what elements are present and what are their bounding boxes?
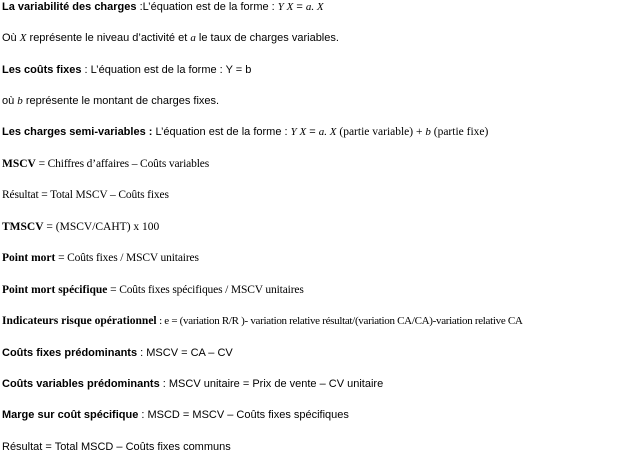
math: a <box>190 32 196 44</box>
text: représente le montant de charges fixes. <box>22 95 220 107</box>
heading-mscv: MSCV <box>2 158 36 170</box>
text: : e = (variation R/R )- variation relative résultat/(variation CA/CA)-variation relative CA <box>156 315 523 327</box>
line-tmscv <box>2 220 159 234</box>
heading-point-mort: Point mort <box>2 252 56 264</box>
math: Y X <box>290 126 307 138</box>
line-resultat-mscd <box>2 440 231 454</box>
text: = Coûts fixes spécifiques / MSCV unitaires <box>107 284 304 296</box>
line-couts-variables-predominants <box>2 377 383 391</box>
text: : MSCV unitaire = Prix de vente – CV unitaire <box>159 378 384 390</box>
line-indicateurs <box>2 314 523 328</box>
text: : MSCV = CA – CV <box>137 347 233 359</box>
line-resultat-mscv <box>2 188 169 202</box>
line-variabilite <box>2 0 324 14</box>
text: (partie variable) + <box>336 126 426 138</box>
heading-marge-cout-specifique: Marge sur coût spécifique <box>2 409 139 421</box>
text: :L’équation est de la forme : <box>136 1 278 13</box>
line-couts-fixes <box>2 63 251 77</box>
line-ou-b <box>2 94 219 108</box>
heading-point-mort-specifique: Point mort spécifique <box>2 284 108 296</box>
math: b <box>425 126 431 138</box>
line-ou-x <box>2 31 339 45</box>
text: où <box>2 95 18 107</box>
heading-couts-fixes: Les coûts fixes <box>2 64 82 76</box>
text: = <box>306 126 319 138</box>
math: Y X <box>277 1 294 13</box>
heading-couts-variables-predominants: Coûts variables prédominants <box>2 378 160 390</box>
math: a. X <box>305 1 324 13</box>
heading-variabilite: La variabilité des charges <box>2 1 137 13</box>
heading-indicateurs: Indicateurs risque opérationnel <box>2 315 157 327</box>
math: a. X <box>318 126 337 138</box>
heading-couts-fixes-predominants: Coûts fixes prédominants <box>2 347 138 359</box>
text: représente le niveau d’activité et <box>26 32 191 44</box>
text: le taux de charges variables. <box>195 32 339 44</box>
line-couts-fixes-predominants <box>2 346 233 360</box>
text: Où <box>2 32 20 44</box>
text: = (MSCV/CAHT) x 100 <box>43 221 160 233</box>
line-semi-variables <box>2 125 488 139</box>
text: Résultat = Total MSCV – Coûts fixes <box>2 189 169 201</box>
line-mscv <box>2 157 209 171</box>
line-point-mort-specifique <box>2 283 304 297</box>
text: = Chiffres d’affaires – Coûts variables <box>35 158 210 170</box>
math: b <box>17 95 23 107</box>
math: X <box>19 32 27 44</box>
text: = Coûts fixes / MSCV unitaires <box>55 252 199 264</box>
heading-tmscv: TMSCV <box>2 221 44 233</box>
text: L’équation est de la forme : <box>152 126 291 138</box>
text: (partie fixe) <box>430 126 489 138</box>
line-point-mort <box>2 251 199 265</box>
text: : L’équation est de la forme : Y = b <box>81 64 252 76</box>
heading-semi-variables: Les charges semi-variables : <box>2 126 153 138</box>
text: : MSCD = MSCV – Coûts fixes spécifiques <box>138 409 349 421</box>
line-marge-cout-specifique <box>2 408 349 422</box>
text: = <box>293 1 306 13</box>
text: Résultat = Total MSCD – Coûts fixes communs <box>2 441 231 453</box>
